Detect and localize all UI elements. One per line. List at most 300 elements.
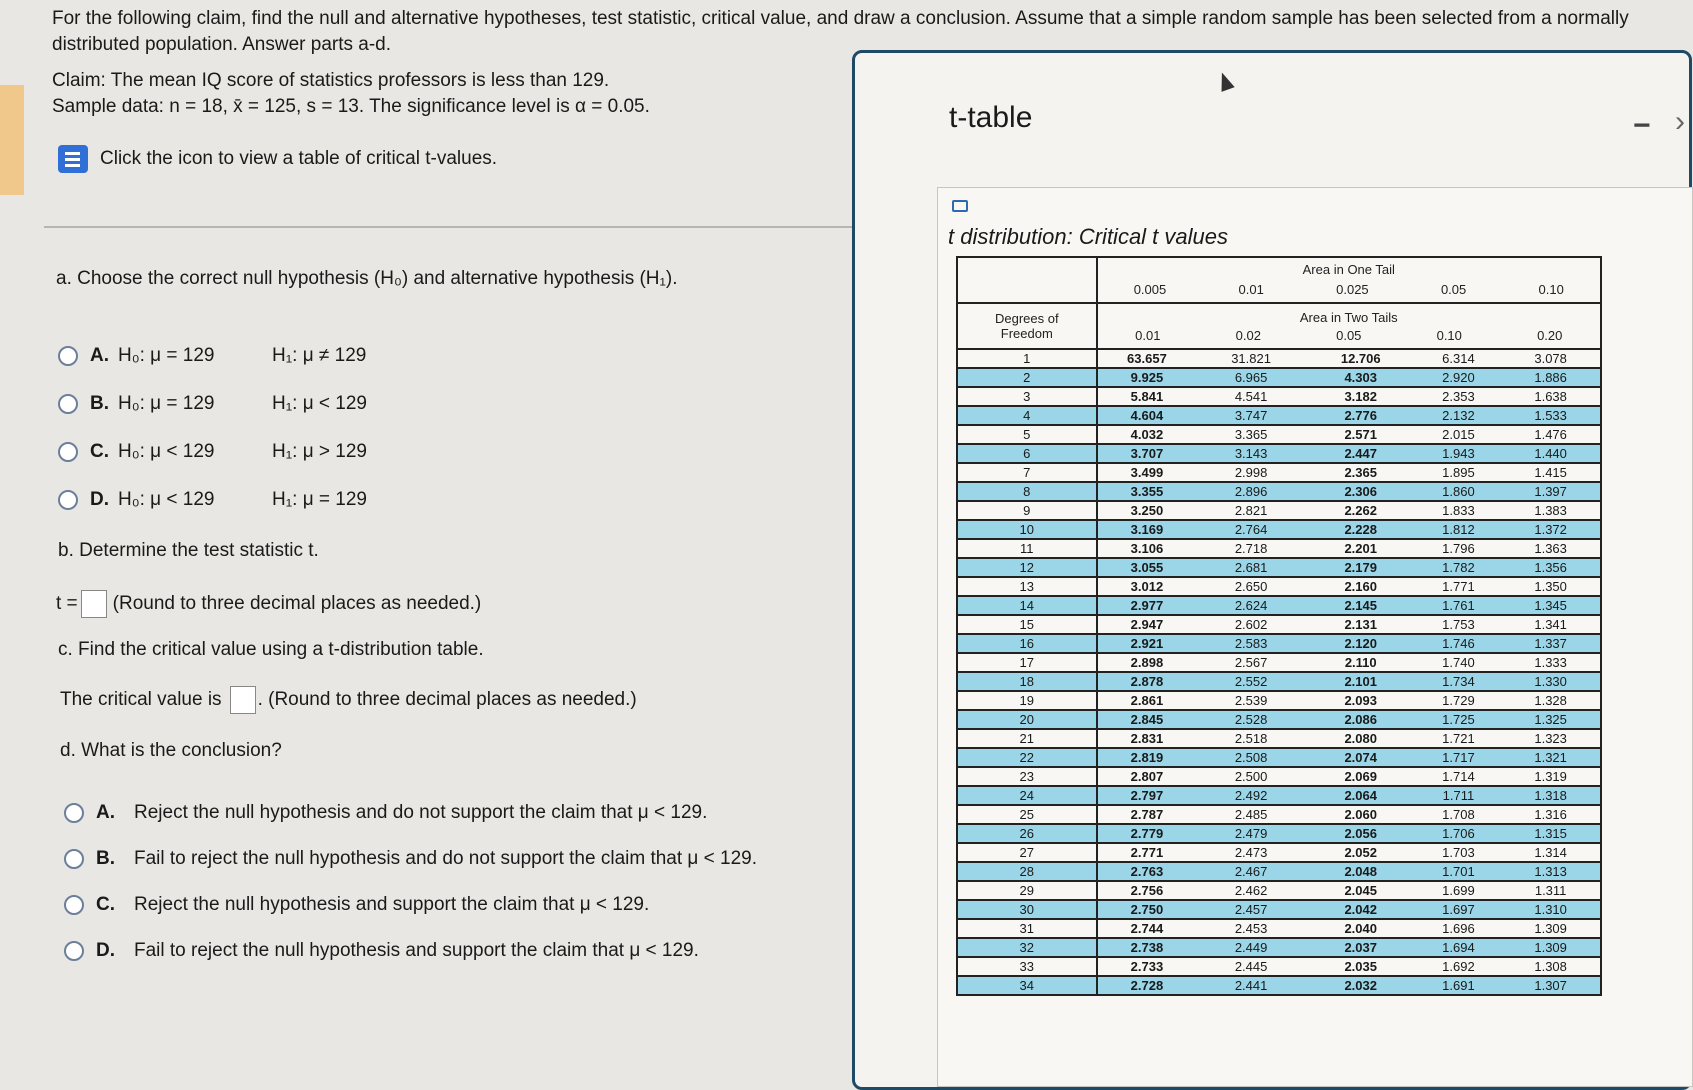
conclusion-text: Fail to reject the null hypothesis and support the claim that μ < 129. [134,940,699,961]
book-icon[interactable] [58,145,88,173]
hypothesis-option[interactable] [58,428,367,476]
t-value-cell: 3.182 [1306,387,1416,406]
t-value-cell: 3.499 [1097,463,1197,482]
t-value-cell: 1.771 [1416,577,1502,596]
distribution-title: t distribution: Critical t values [948,224,1228,249]
t-value-cell: 2.132 [1416,406,1502,425]
t-value-cell: 1.782 [1416,558,1502,577]
t-value-cell: 1.703 [1416,843,1502,862]
radio-button[interactable] [58,442,78,462]
t-value-cell: 1.325 [1501,710,1601,729]
t-value-cell: 1.708 [1416,805,1502,824]
df-cell: 15 [957,615,1097,634]
option-letter: B. [90,393,109,414]
df-cell: 19 [957,691,1097,710]
table-row [957,444,1601,463]
t-value-cell: 1.415 [1501,463,1601,482]
t-value-cell: 2.500 [1196,767,1306,786]
t-value-cell: 6.965 [1196,368,1306,387]
t-value-cell: 3.078 [1501,349,1601,368]
t-value-cell: 2.624 [1196,596,1306,615]
t-value-cell: 2.744 [1097,919,1197,938]
t-value-cell: 2.467 [1196,862,1306,881]
table-row [957,748,1601,767]
table-row [957,387,1601,406]
t-value-cell: 2.718 [1196,539,1306,558]
t-value-cell: 9.925 [1097,368,1197,387]
test-statistic-row [56,590,481,618]
t-value-cell: 1.721 [1416,729,1502,748]
sample-data-text: Sample data: n = 18, x̄ = 125, s = 13. The significance level is α = 0.05. [52,96,650,117]
two-tail-header-row [957,303,1601,349]
hypothesis-option[interactable] [58,380,367,428]
t-value-cell: 1.308 [1501,957,1601,976]
part-b-question: b. Determine the test statistic t. [58,540,319,561]
t-value-cell: 2.201 [1306,539,1416,558]
one-tail-value: 0.025 [1336,281,1369,297]
t-value-cell: 2.650 [1196,577,1306,596]
t-value-cell: 4.303 [1306,368,1416,387]
radio-button[interactable] [64,803,84,823]
df-cell: 12 [957,558,1097,577]
df-cell: 2 [957,368,1097,387]
t-value-cell: 2.947 [1097,615,1197,634]
t-value-cell: 1.313 [1501,862,1601,881]
t-value-cell: 2.353 [1416,387,1502,406]
t-value-cell: 1.315 [1501,824,1601,843]
t-value-cell: 2.160 [1306,577,1416,596]
df-cell: 5 [957,425,1097,444]
df-cell: 24 [957,786,1097,805]
critical-value-input[interactable] [230,686,256,714]
t-value-cell: 2.457 [1196,900,1306,919]
t-value-cell: 12.706 [1306,349,1416,368]
chevron-right-icon[interactable]: › [1675,105,1685,138]
t-value-cell: 1.363 [1501,539,1601,558]
t-value-cell: 1.812 [1416,520,1502,539]
part-c-question: c. Find the critical value using a t-distribution table. [58,639,484,660]
t-value-cell: 4.604 [1097,406,1197,425]
table-row [957,368,1601,387]
two-tail-value: 0.10 [1436,327,1462,343]
alt-hypothesis: H₁: μ = 129 [272,489,367,510]
t-value-cell: 1.697 [1416,900,1502,919]
radio-button[interactable] [64,941,84,961]
t-value-cell: 2.447 [1306,444,1416,463]
conclusion-option[interactable] [64,790,757,836]
t-value-cell: 1.311 [1501,881,1601,900]
option-letter: B. [96,848,115,869]
two-tail-value: 0.20 [1537,327,1563,343]
df-cell: 8 [957,482,1097,501]
t-value-cell: 1.714 [1416,767,1502,786]
table-row [957,729,1601,748]
table-row [957,691,1601,710]
df-cell: 17 [957,653,1097,672]
t-value-cell: 2.042 [1306,900,1416,919]
alt-hypothesis: H₁: μ > 129 [272,441,367,462]
t-value-cell: 1.796 [1416,539,1502,558]
table-row [957,482,1601,501]
t-value-cell: 1.746 [1416,634,1502,653]
df-cell: 32 [957,938,1097,957]
t-value-cell: 2.807 [1097,767,1197,786]
minimize-button[interactable]: − [1633,109,1651,142]
ttable-popup [852,50,1692,1090]
t-value-cell: 2.037 [1306,938,1416,957]
null-hypothesis: H₀: μ < 129 [118,489,215,510]
one-tail-value: 0.05 [1440,281,1467,297]
df-cell: 20 [957,710,1097,729]
t-value-cell: 1.740 [1416,653,1502,672]
t-value-cell: 2.110 [1306,653,1416,672]
t-value-cell: 2.473 [1196,843,1306,862]
t-value-cell: 1.696 [1416,919,1502,938]
t-value-cell: 2.681 [1196,558,1306,577]
df-label-2: Freedom [1000,326,1053,341]
t-value-cell: 1.753 [1416,615,1502,634]
t-value-cell: 2.365 [1306,463,1416,482]
option-letter: D. [90,489,109,510]
table-row [957,349,1601,368]
table-row [957,539,1601,558]
part-d-question: d. What is the conclusion? [60,740,282,761]
t-value-cell: 2.787 [1097,805,1197,824]
t-value-cell: 1.701 [1416,862,1502,881]
table-row [957,881,1601,900]
t-value-cell: 2.080 [1306,729,1416,748]
table-row [957,843,1601,862]
df-cell: 34 [957,976,1097,995]
t-value-cell: 1.725 [1416,710,1502,729]
t-value-cell: 2.831 [1097,729,1197,748]
t-value-cell: 2.056 [1306,824,1416,843]
crit-prefix: The critical value is [60,689,222,710]
t-value-cell: 2.845 [1097,710,1197,729]
table-row [957,957,1601,976]
df-cell: 6 [957,444,1097,463]
t-value-cell: 2.733 [1097,957,1197,976]
t-value-cell: 2.492 [1196,786,1306,805]
critical-value-row [60,686,637,714]
t-value-cell: 2.756 [1097,881,1197,900]
t-value-cell: 1.372 [1501,520,1601,539]
t-value-cell: 2.583 [1196,634,1306,653]
df-cell: 30 [957,900,1097,919]
t-value-cell: 2.518 [1196,729,1306,748]
t-value-cell: 6.314 [1416,349,1502,368]
table-row [957,520,1601,539]
t-value-cell: 1.328 [1501,691,1601,710]
t-value-cell: 2.508 [1196,748,1306,767]
t-value-cell: 2.040 [1306,919,1416,938]
t-value-cell: 2.035 [1306,957,1416,976]
t-value-cell: 2.015 [1416,425,1502,444]
t-value-cell: 2.797 [1097,786,1197,805]
option-letter: C. [90,441,109,462]
t-value-cell: 2.032 [1306,976,1416,995]
table-row [957,577,1601,596]
table-row [957,615,1601,634]
t-value-cell: 1.717 [1416,748,1502,767]
t-value-cell: 2.819 [1097,748,1197,767]
test-statistic-input[interactable] [81,590,107,618]
t-value-cell: 3.250 [1097,501,1197,520]
t-value-cell: 2.567 [1196,653,1306,672]
t-value-cell: 1.345 [1501,596,1601,615]
table-row [957,710,1601,729]
t-value-cell: 3.365 [1196,425,1306,444]
t-value-cell: 2.764 [1196,520,1306,539]
table-row [957,634,1601,653]
instructions: For the following claim, find the null and alternative hypotheses, test statistic, critical value, and draw a conclusion. Assume that a simple random sample has been selected from a normally distributed population. Answer parts a-d. [52,8,1629,55]
t-value-cell: 2.921 [1097,634,1197,653]
t-value-cell: 4.541 [1196,387,1306,406]
df-cell: 16 [957,634,1097,653]
critical-t-table [956,256,1602,996]
t-value-cell: 2.060 [1306,805,1416,824]
t-value-cell: 2.048 [1306,862,1416,881]
conclusion-option[interactable] [64,928,757,974]
conclusion-text: Fail to reject the null hypothesis and do not support the claim that μ < 129. [134,848,758,869]
df-cell: 13 [957,577,1097,596]
t-value-cell: 2.738 [1097,938,1197,957]
t-value-cell: 1.333 [1501,653,1601,672]
t-value-cell: 2.441 [1196,976,1306,995]
df-cell: 1 [957,349,1097,368]
table-row [957,672,1601,691]
one-tail-value: 0.005 [1133,281,1167,297]
option-letter: A. [90,345,109,366]
option-letter: A. [96,802,115,823]
t-value-cell: 1.350 [1501,577,1601,596]
df-cell: 26 [957,824,1097,843]
t-value-cell: 2.821 [1196,501,1306,520]
table-row [957,463,1601,482]
t-value-cell: 1.356 [1501,558,1601,577]
t-value-cell: 2.086 [1306,710,1416,729]
t-value-cell: 1.337 [1501,634,1601,653]
df-label-1: Degrees of [994,311,1059,326]
null-hypothesis: H₀: μ < 129 [118,441,215,462]
two-tail-label: Area in Two Tails [1299,310,1398,325]
t-value-cell: 1.533 [1501,406,1601,425]
df-cell: 9 [957,501,1097,520]
t-value-cell: 2.896 [1196,482,1306,501]
t-value-cell: 2.131 [1306,615,1416,634]
t-value-cell: 1.694 [1416,938,1502,957]
df-cell: 33 [957,957,1097,976]
t-value-cell: 1.886 [1501,368,1601,387]
t-value-cell: 1.314 [1501,843,1601,862]
popup-title: t-table [949,101,1033,134]
table-row [957,786,1601,805]
t-value-cell: 2.069 [1306,767,1416,786]
table-row [957,938,1601,957]
t-value-cell: 1.711 [1416,786,1502,805]
t-value-cell: 3.707 [1097,444,1197,463]
df-cell: 10 [957,520,1097,539]
t-value-cell: 2.052 [1306,843,1416,862]
crit-hint: . (Round to three decimal places as needed.) [257,689,637,710]
df-cell: 18 [957,672,1097,691]
t-value-cell: 3.143 [1196,444,1306,463]
t-value-cell: 1.397 [1501,482,1601,501]
t-value-cell: 1.699 [1416,881,1502,900]
t-value-cell: 2.779 [1097,824,1197,843]
t-value-cell: 2.602 [1196,615,1306,634]
table-row [957,767,1601,786]
df-cell: 27 [957,843,1097,862]
t-value-cell: 3.055 [1097,558,1197,577]
radio-button[interactable] [58,346,78,366]
conclusion-text: Reject the null hypothesis and support the claim that μ < 129. [134,894,650,915]
df-cell: 3 [957,387,1097,406]
option-letter: D. [96,940,115,961]
t-value-cell: 2.101 [1306,672,1416,691]
t-value-cell: 1.691 [1416,976,1502,995]
t-value-cell: 2.998 [1196,463,1306,482]
t-value-cell: 1.323 [1501,729,1601,748]
claim-text: Claim: The mean IQ score of statistics professors is less than 129. [52,70,610,91]
df-cell: 31 [957,919,1097,938]
t-value-cell: 2.074 [1306,748,1416,767]
two-tail-value: 0.01 [1135,327,1161,343]
t-value-cell: 1.341 [1501,615,1601,634]
t-value-cell: 3.355 [1097,482,1197,501]
t-value-cell: 1.476 [1501,425,1601,444]
table-row [957,653,1601,672]
table-row [957,976,1601,995]
t-value-cell: 1.309 [1501,919,1601,938]
t-value-cell: 31.821 [1196,349,1306,368]
part-a-question: a. Choose the correct null hypothesis (H₀) and alternative hypothesis (H₁). [56,268,678,289]
table-row [957,406,1601,425]
t-value-cell: 1.833 [1416,501,1502,520]
hypothesis-options [58,332,367,524]
t-value-cell: 3.106 [1097,539,1197,558]
t-value-cell: 2.462 [1196,881,1306,900]
t-value-cell: 2.064 [1306,786,1416,805]
t-value-cell: 2.539 [1196,691,1306,710]
t-value-cell: 1.440 [1501,444,1601,463]
radio-button[interactable] [64,849,84,869]
conclusion-option[interactable] [64,836,757,882]
one-tail-header-row [957,257,1601,303]
table-row [957,919,1601,938]
df-cell: 7 [957,463,1097,482]
one-tail-value: 0.01 [1238,281,1264,297]
one-tail-value: 0.10 [1538,281,1564,297]
t-value-cell: 2.977 [1097,596,1197,615]
t-value-cell: 1.638 [1501,387,1601,406]
table-row [957,862,1601,881]
null-hypothesis: H₀: μ = 129 [118,393,215,414]
t-value-cell: 2.750 [1097,900,1197,919]
radio-button[interactable] [58,490,78,510]
t-value-cell: 1.734 [1416,672,1502,691]
df-cell: 14 [957,596,1097,615]
two-tail-value: 0.05 [1336,327,1362,343]
t-value-cell: 1.692 [1416,957,1502,976]
df-cell: 21 [957,729,1097,748]
t-value-cell: 2.763 [1097,862,1197,881]
t-value-cell: 1.319 [1501,767,1601,786]
t-value-cell: 2.228 [1306,520,1416,539]
table-row [957,596,1601,615]
t-value-cell: 2.771 [1097,843,1197,862]
print-icon[interactable] [952,200,968,212]
table-row [957,501,1601,520]
table-row [957,805,1601,824]
t-value-cell: 1.330 [1501,672,1601,691]
table-document [937,187,1693,1087]
conclusion-text: Reject the null hypothesis and do not support the claim that μ < 129. [134,802,708,823]
t-value-cell: 2.093 [1306,691,1416,710]
t-value-cell: 1.729 [1416,691,1502,710]
hypothesis-option[interactable] [58,332,367,380]
df-cell: 4 [957,406,1097,425]
option-letter: C. [96,894,115,915]
t-value-cell: 2.878 [1097,672,1197,691]
t-value-cell: 2.898 [1097,653,1197,672]
t-value-cell: 1.761 [1416,596,1502,615]
df-cell: 23 [957,767,1097,786]
t-value-cell: 2.552 [1196,672,1306,691]
t-value-cell: 1.318 [1501,786,1601,805]
t-value-cell: 1.321 [1501,748,1601,767]
hypothesis-option[interactable] [58,476,367,524]
ttable-link-text: Click the icon to view a table of critical t-values. [100,148,498,169]
t-value-cell: 1.706 [1416,824,1502,843]
t-value-cell: 1.316 [1501,805,1601,824]
df-cell: 11 [957,539,1097,558]
table-row [957,558,1601,577]
t-value-cell: 5.841 [1097,387,1197,406]
two-tail-value: 0.02 [1235,327,1261,343]
t-value-cell: 1.309 [1501,938,1601,957]
alt-hypothesis: H₁: μ < 129 [272,393,367,414]
table-row [957,900,1601,919]
left-accent-bar [0,85,24,195]
radio-button[interactable] [64,895,84,915]
t-value-cell: 4.032 [1097,425,1197,444]
t-value-cell: 1.943 [1416,444,1502,463]
t-value-cell: 2.920 [1416,368,1502,387]
t-value-cell: 3.012 [1097,577,1197,596]
t-value-cell: 2.120 [1306,634,1416,653]
t-value-cell: 2.179 [1306,558,1416,577]
df-cell: 22 [957,748,1097,767]
claim-block [52,68,650,120]
t-value-cell: 2.449 [1196,938,1306,957]
t-value-cell: 2.728 [1097,976,1197,995]
t-prefix: t = [56,593,78,614]
t-value-cell: 2.306 [1306,482,1416,501]
table-row [957,824,1601,843]
t-value-cell: 1.383 [1501,501,1601,520]
null-hypothesis: H₀: μ = 129 [118,345,215,366]
radio-button[interactable] [58,394,78,414]
one-tail-label: Area in One Tail [1302,262,1395,277]
table-row [957,425,1601,444]
conclusion-option[interactable] [64,882,757,928]
t-value-cell: 1.860 [1416,482,1502,501]
df-cell: 29 [957,881,1097,900]
t-hint: (Round to three decimal places as needed.) [112,593,482,614]
ttable-link-row [58,145,497,173]
divider [44,226,856,228]
